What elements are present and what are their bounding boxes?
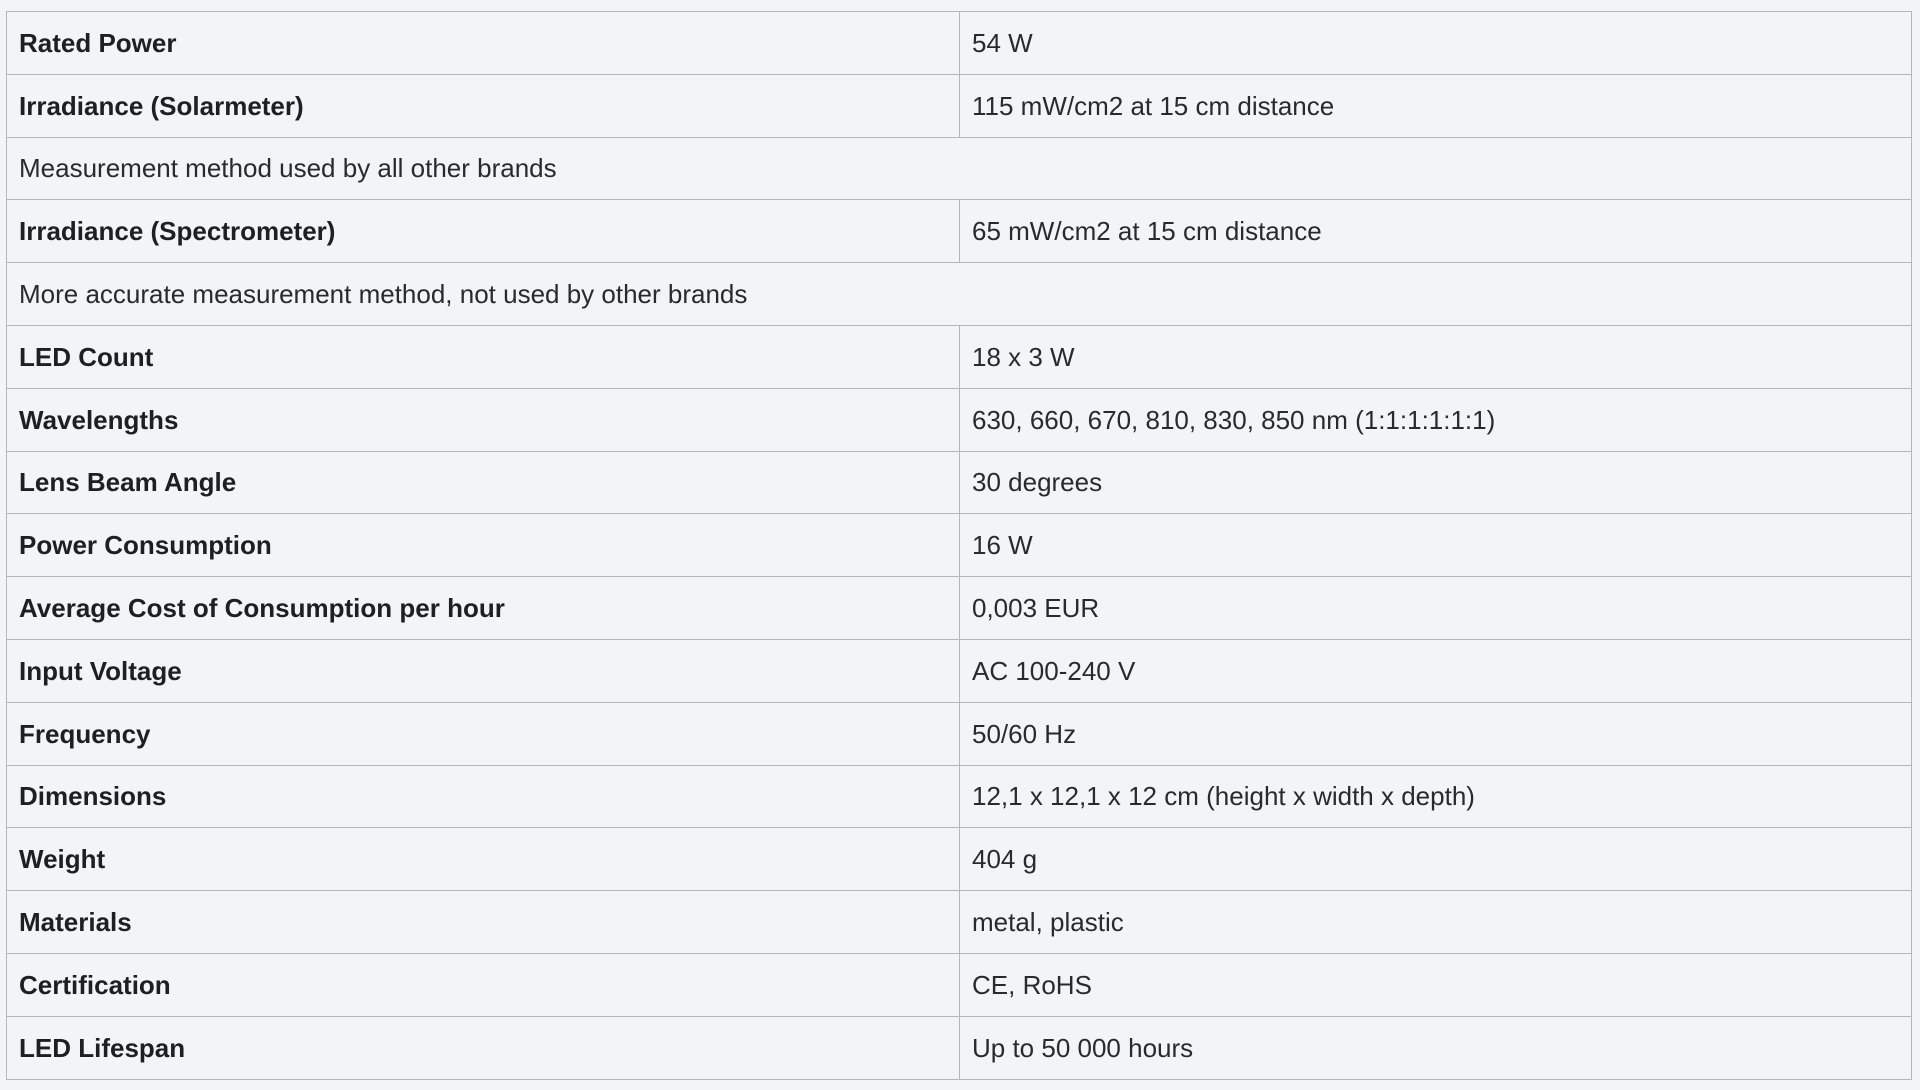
table-row: [7, 1016, 1912, 1079]
spec-label: Frequency: [7, 702, 960, 765]
spec-value: AC 100-240 V: [960, 639, 1912, 702]
table-row: [7, 639, 1912, 702]
spec-value: 404 g: [960, 828, 1912, 891]
spec-label: Lens Beam Angle: [7, 451, 960, 514]
spec-value: Up to 50 000 hours: [960, 1016, 1912, 1079]
spec-label: LED Count: [7, 325, 960, 388]
spec-note: Measurement method used by all other brands: [7, 137, 1912, 200]
spec-label: Power Consumption: [7, 514, 960, 577]
spec-label: Weight: [7, 828, 960, 891]
spec-label: Average Cost of Consumption per hour: [7, 577, 960, 640]
spec-value: 115 mW/cm2 at 15 cm distance: [960, 74, 1912, 137]
spec-label: Dimensions: [7, 765, 960, 828]
specifications-table: [6, 11, 1912, 1080]
table-row: [7, 388, 1912, 451]
table-row: [7, 137, 1912, 200]
spec-note: More accurate measurement method, not used by other brands: [7, 263, 1912, 326]
specifications-table-body: [7, 12, 1912, 1080]
table-row: [7, 74, 1912, 137]
table-row: [7, 200, 1912, 263]
spec-label: Irradiance (Spectrometer): [7, 200, 960, 263]
table-row: [7, 702, 1912, 765]
spec-label: Input Voltage: [7, 639, 960, 702]
spec-label: Materials: [7, 891, 960, 954]
spec-value: 630, 660, 670, 810, 830, 850 nm (1:1:1:1:1:1): [960, 388, 1912, 451]
spec-value: 54 W: [960, 12, 1912, 75]
spec-label: Wavelengths: [7, 388, 960, 451]
spec-value: 30 degrees: [960, 451, 1912, 514]
spec-label: Irradiance (Solarmeter): [7, 74, 960, 137]
table-row: [7, 325, 1912, 388]
table-row: [7, 891, 1912, 954]
spec-value: CE, RoHS: [960, 953, 1912, 1016]
spec-label: LED Lifespan: [7, 1016, 960, 1079]
table-row: [7, 577, 1912, 640]
table-row: [7, 263, 1912, 326]
spec-label: Rated Power: [7, 12, 960, 75]
table-row: [7, 12, 1912, 75]
table-row: [7, 953, 1912, 1016]
spec-value: 0,003 EUR: [960, 577, 1912, 640]
spec-value: 16 W: [960, 514, 1912, 577]
table-row: [7, 514, 1912, 577]
table-row: [7, 765, 1912, 828]
table-row: [7, 828, 1912, 891]
spec-value: 65 mW/cm2 at 15 cm distance: [960, 200, 1912, 263]
spec-value: 12,1 x 12,1 x 12 cm (height x width x depth): [960, 765, 1912, 828]
spec-value: 18 x 3 W: [960, 325, 1912, 388]
spec-value: 50/60 Hz: [960, 702, 1912, 765]
spec-label: Certification: [7, 953, 960, 1016]
table-row: [7, 451, 1912, 514]
spec-value: metal, plastic: [960, 891, 1912, 954]
